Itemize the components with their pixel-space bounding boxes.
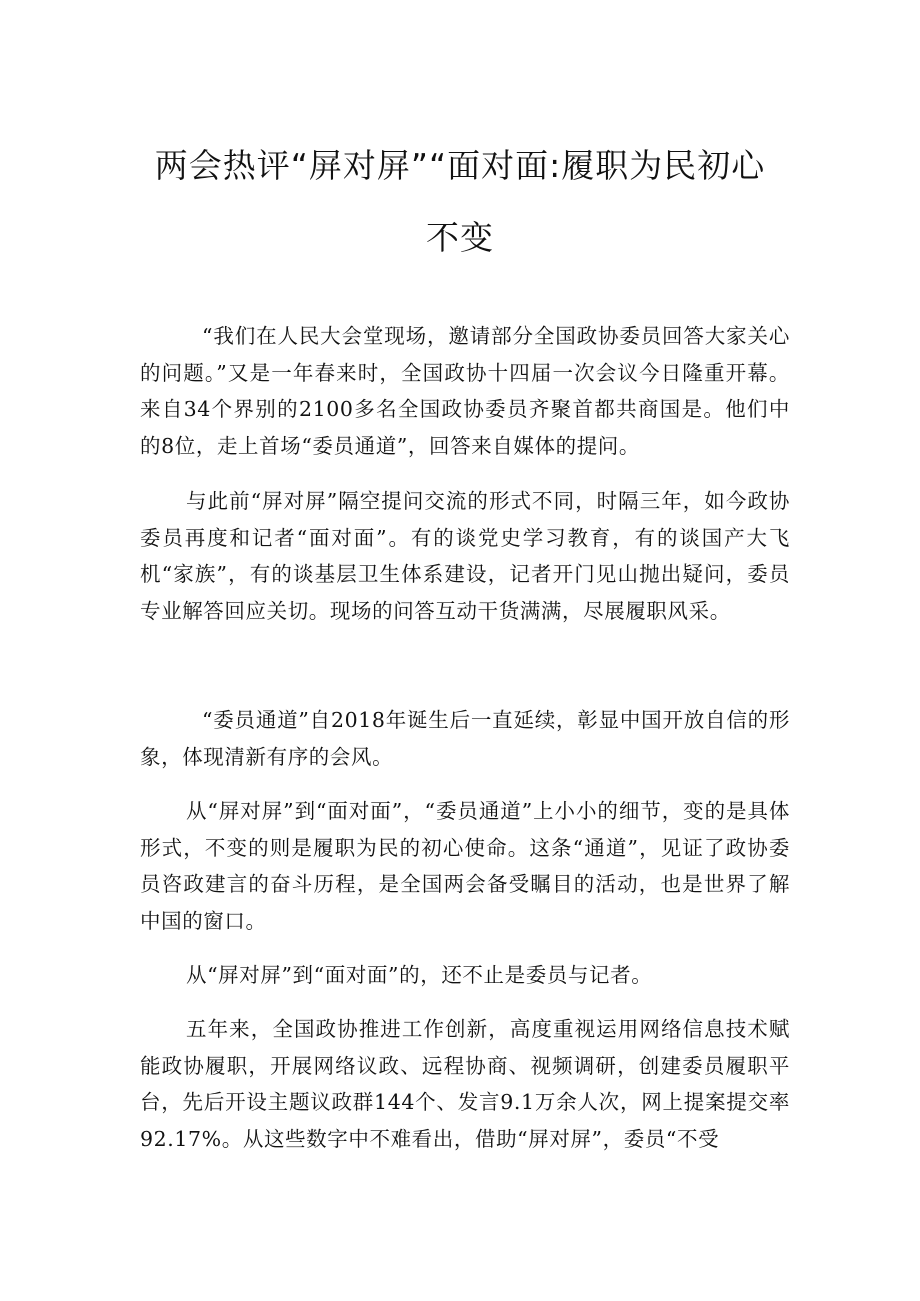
paragraph-1: “我们在人民大会堂现场，邀请部分全国政协委员回答大家关心的问题。”又是一年春来时，全国政协十四届一次会议今日隆重开幕。来自34个界别的2100多名全国政协委员齐聚首都共商国是。他们中的8位，走上首场“委员通道”，回答来自媒体的提问。	[140, 324, 790, 458]
title-line-2: 不变	[426, 218, 494, 257]
paragraph-3: “委员通道”自2018年诞生后一直延续，彰显中国开放自信的形象，体现清新有序的会风。	[140, 708, 790, 769]
title-line-1: 两会热评“屏对屏”“面对面:履职为民初心	[154, 146, 766, 185]
paragraph-4: 从“屏对屏”到“面对面”，“委员通道”上小小的细节，变的是具体形式，不变的则是履职为民的初心使命。这条“通道”，见证了政协委员咨政建言的奋斗历程，是全国两会备受瞩目的活动，也是世界了解中国的窗口。	[140, 799, 790, 933]
paragraph-6: 五年来，全国政协推进工作创新，高度重视运用网络信息技术赋能政协履职，开展网络议政、远程协商、视频调研，创建委员履职平台，先后开设主题议政群144个、发言9.1万余人次，网上提案提交率92.17%。从这些数字中不难看出，借助“屏对屏”，委员“不受	[140, 1017, 790, 1151]
paragraph-5: 从“屏对屏”到“面对面”的，还不止是委员与记者。	[186, 963, 653, 987]
paragraph-2: 与此前“屏对屏”隔空提问交流的形式不同，时隔三年，如今政协委员再度和记者“面对面”。有的谈党史学习教育，有的谈国产大飞机“家族”，有的谈基层卫生体系建设，记者开门见山抛出疑问，委员专业解答回应关切。现场的问答互动干货满满，尽展履职风采。	[140, 489, 790, 623]
